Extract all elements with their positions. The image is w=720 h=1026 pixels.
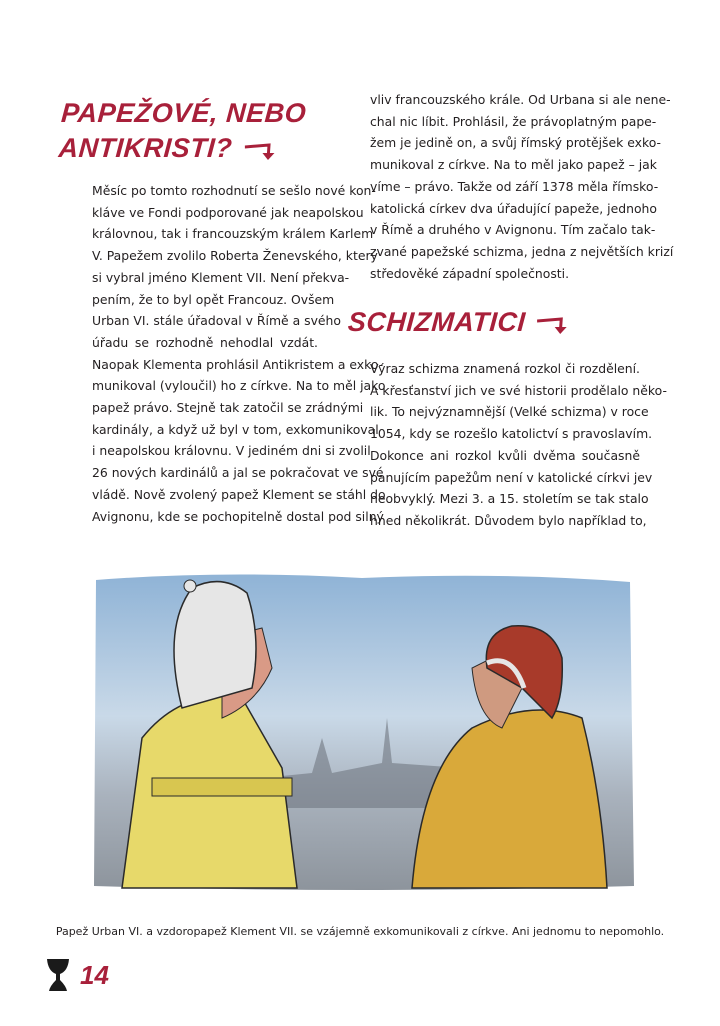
text-line: pením, že to byl opět Francouz. Ovšem [92,291,335,307]
text-line: V. Papežem zvolilo Roberta Ženevského, který [92,248,378,264]
chalice-icon [46,958,70,992]
arrow-down-right-icon [535,312,571,336]
text-line: kardinály, a když už byl v tom, exkomunikoval [92,421,379,437]
text-line: v Římě a druhého v Avignonu. Tím začalo tak- [370,222,656,238]
text-line: středověké západní společnosti. [370,265,570,281]
column-2-paragraph-1 [370,89,674,284]
illustration-two-popes [82,568,642,898]
text-line: zvané papežské schizma, jedna z největších krizí [370,243,674,259]
text-line: královnou, tak i francouzským králem Karlem [92,226,374,242]
heading-papezove [58,96,308,166]
text-line: chal nic líbit. Prohlásil, že právoplatným pape- [370,113,657,129]
text-line: panujícím papežům není v katolické církvi jev [370,469,653,485]
text-line: hned několikrát. Důvodem bylo například to, [370,512,647,528]
text-line: si vybral jméno Klement VII. Není překva- [92,269,350,285]
text-line: víme – právo. Takže od září 1378 měla římsko- [370,178,659,194]
text-line: úřadu se rozhodně nehodlal vzdát. [92,334,318,350]
text-line: papež právo. Stejně tak zatočil se zrádnými [92,400,364,416]
column-1-text [92,180,386,527]
text-line: žem je jedině on, a svůj římský protějšek exko- [370,135,661,151]
text-line: Dokonce ani rozkol kvůli dvěma současně [370,447,640,463]
text-line: A křesťanství jich ve své historii prodělalo něko- [370,382,667,398]
heading-line-1: PAPEŽOVÉ, NEBO [60,98,308,128]
arrow-down-right-icon [241,138,277,162]
text-line: kláve ve Fondi podporované jak neapolskou [92,204,364,220]
column-2-paragraph-2 [370,358,667,532]
text-line: 1054, kdy se rozešlo katolictví s pravoslavím. [370,426,653,442]
text-line: Urban VI. stále úřadoval v Římě a svého [92,313,341,329]
text-line: Avignonu, kde se pochopitelně dostal pod silný [92,508,384,524]
text-line: 26 nových kardinálů a jal se pokračovat ve své [92,465,384,481]
text-line: i neapolskou královnu. V jediném dni si zvolil [92,443,371,459]
text-line: vliv francouzského krále. Od Urbana si ale nene- [370,92,671,107]
text-line: Měsíc po tomto rozhodnutí se sešlo nové kon- [92,183,376,198]
text-line: vládě. Nově zvolený papež Klement se stáhl do [92,486,386,502]
text-line: Naopak Klementa prohlásil Antikristem a exko- [92,356,384,372]
heading-schizmatici-text: SCHIZMATICI [346,307,527,337]
text-line: lik. To nejvýznamnější (Velké schizma) v roce [370,404,649,420]
text-line: neobvyklý. Mezi 3. a 15. stoletím se tak stalo [370,491,649,507]
illustration-caption: Papež Urban VI. a vzdoropapež Klement VII. se vzájemně exkomunikovali z církve. Ani jednomu to nepomohlo. [55,925,665,938]
text-line: katolická církev dva úřadující papeže, jednoho [370,200,657,216]
text-line: munikoval z církve. Na to měl jako papež – jak [370,157,657,173]
heading-schizmatici [347,305,571,340]
page-number: 14 [80,960,109,990]
text-line: munikoval (vyloučil) ho z církve. Na to měl jako [92,378,386,394]
text-line: Výraz schizma znamená rozkol či rozdělení. [370,361,640,376]
heading-line-2: ANTIKRISTI? [57,133,234,163]
